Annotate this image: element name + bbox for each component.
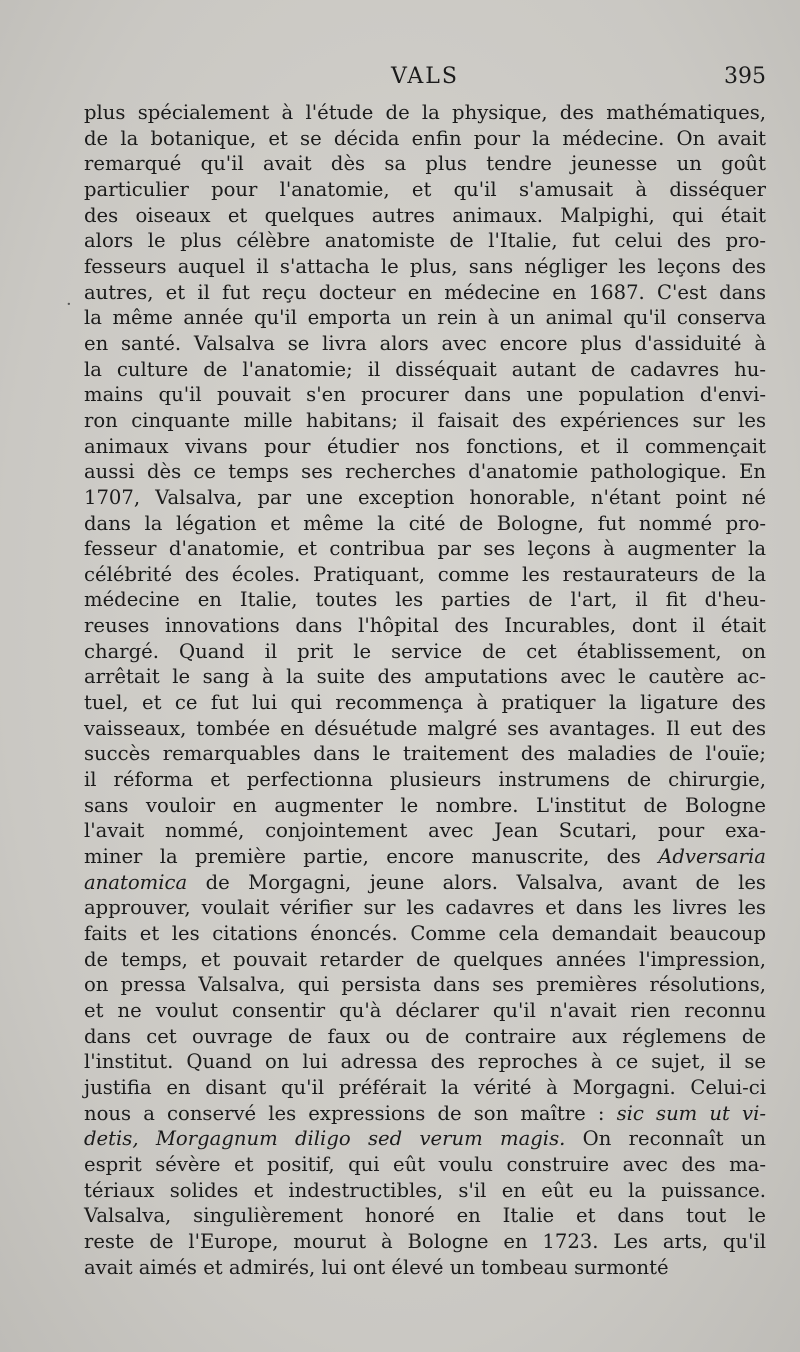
text-line: autres, et il fut reçu docteur en médecine en 1687. C'est dans xyxy=(84,280,766,304)
text-line: fesseur d'anatomie, et contribua par ses leçons à augmenter la xyxy=(84,537,766,561)
text-line: aussi dès ce temps ses recherches d'anatomie pathologique. En xyxy=(84,460,766,484)
text-line: de la botanique, et se décida enfin pour la médecine. On avait xyxy=(84,126,766,150)
text-line: célébrité des écoles. Pratiquant, comme les restaurateurs de la xyxy=(84,562,766,586)
text-line: faits et les citations énoncés. Comme cela demandait beaucoup xyxy=(84,922,766,945)
italic-quote: detis, Morgagnum diligo sed verum magis. xyxy=(84,1127,566,1151)
text-line: esprit sévère et positif, qui eût voulu construire avec des ma- xyxy=(84,1152,766,1176)
italic-quote: sic sum ut vi- xyxy=(616,1101,766,1125)
text-line: dans cet ouvrage de faux ou de contraire aux réglemens de xyxy=(84,1024,766,1048)
text-line: mains qu'il pouvait s'en procurer dans une population d'envi- xyxy=(84,383,766,407)
text-line: sans vouloir en augmenter le nombre. L'institut de Bologne xyxy=(84,793,766,817)
text-line: animaux vivans pour étudier nos fonctions, et il commençait xyxy=(84,434,766,458)
text-line: fesseurs auquel il s'attacha le plus, sans négliger les leçons des xyxy=(84,254,766,278)
page-header xyxy=(84,64,766,100)
text-line: remarqué qu'il avait dès sa plus tendre jeunesse un goût xyxy=(84,152,766,176)
text-line: la culture de l'anatomie; il disséquait autant de cadavres hu- xyxy=(84,357,766,381)
text-line: reuses innovations dans l'hôpital des Incurables, dont il était xyxy=(84,614,766,638)
text-line: on pressa Valsalva, qui persista dans ses premières résolutions, xyxy=(84,973,766,997)
text-line: alors le plus célèbre anatomiste de l'Italie, fut celui des pro- xyxy=(84,229,766,253)
text-line: justifia en disant qu'il préférait la vérité à Morgagni. Celui-ci xyxy=(84,1075,766,1099)
text-line: chargé. Quand il prit le service de cet établissement, on xyxy=(84,639,766,663)
text-line: tériaux solides et indestructibles, s'il en eût eu la puissance. xyxy=(84,1178,766,1202)
text-segment: On reconnaît un xyxy=(582,1127,766,1151)
text-line: 1707, Valsalva, par une exception honorable, n'étant point né xyxy=(84,485,766,509)
margin-mark: · xyxy=(66,294,72,315)
book-page xyxy=(84,64,766,1280)
running-title: VALS xyxy=(391,64,459,89)
text-line-with-italic xyxy=(84,1126,766,1152)
text-line: ron cinquante mille habitans; il faisait des expériences sur les xyxy=(84,408,766,432)
text-line: tuel, et ce fut lui qui recommença à pratiquer la ligature des xyxy=(84,691,766,715)
text-line: il réforma et perfectionna plusieurs instrumens de chirurgie, xyxy=(84,768,766,792)
text-line: reste de l'Europe, mourut à Bologne en 1723. Les arts, qu'il xyxy=(84,1229,766,1253)
text-segment: de Morgagni, jeune alors. Valsalva, avant de les xyxy=(205,870,766,894)
text-line: Valsalva, singulièrement honoré en Italie et dans tout le xyxy=(84,1204,766,1228)
text-line: l'institut. Quand on lui adressa des reproches à ce sujet, il se xyxy=(84,1050,766,1074)
text-line: arrêtait le sang à la suite des amputations avec le cautère ac- xyxy=(84,665,766,689)
text-line: médecine en Italie, toutes les parties de l'art, il fit d'heu- xyxy=(84,588,766,612)
text-line: et ne voulut consentir qu'à déclarer qu'il n'avait rien reconnu xyxy=(84,998,766,1022)
text-segment: nous a conservé les expressions de son maître : xyxy=(84,1101,605,1125)
text-line-with-italic xyxy=(84,844,766,870)
text-line: de temps, et pouvait retarder de quelques années l'impression, xyxy=(84,947,766,971)
text-line: dans la légation et même la cité de Bologne, fut nommé pro- xyxy=(84,511,766,535)
text-line: l'avait nommé, conjointement avec Jean Scutari, pour exa- xyxy=(84,819,766,843)
italic-title: anatomica xyxy=(84,870,188,894)
text-line: des oiseaux et quelques autres animaux. Malpighi, qui était xyxy=(84,203,766,227)
text-line-with-italic xyxy=(84,1101,766,1127)
page-number: 395 xyxy=(724,64,766,89)
text-line: particulier pour l'anatomie, et qu'il s'amusait à disséquer xyxy=(84,177,766,201)
text-line: en santé. Valsalva se livra alors avec encore plus d'assiduité à xyxy=(84,331,766,355)
body-text xyxy=(84,100,766,1280)
text-line: plus spécialement à l'étude de la physique, des mathématiques, xyxy=(84,101,766,124)
text-line: la même année qu'il emporta un rein à un animal qu'il conserva xyxy=(84,306,766,330)
text-line: avait aimés et admirés, lui ont élevé un tombeau surmonté xyxy=(84,1255,669,1279)
text-line: approuver, voulait vérifier sur les cadavres et dans les livres les xyxy=(84,896,766,920)
italic-title: Adversaria xyxy=(658,845,766,869)
text-line: succès remarquables dans le traitement des maladies de l'ouïe; xyxy=(84,742,766,766)
text-line: vaisseaux, tombée en désuétude malgré ses avantages. Il eut des xyxy=(84,716,766,740)
text-line-with-italic xyxy=(84,870,766,896)
text-segment: miner la première partie, encore manuscrite, des xyxy=(84,845,641,869)
